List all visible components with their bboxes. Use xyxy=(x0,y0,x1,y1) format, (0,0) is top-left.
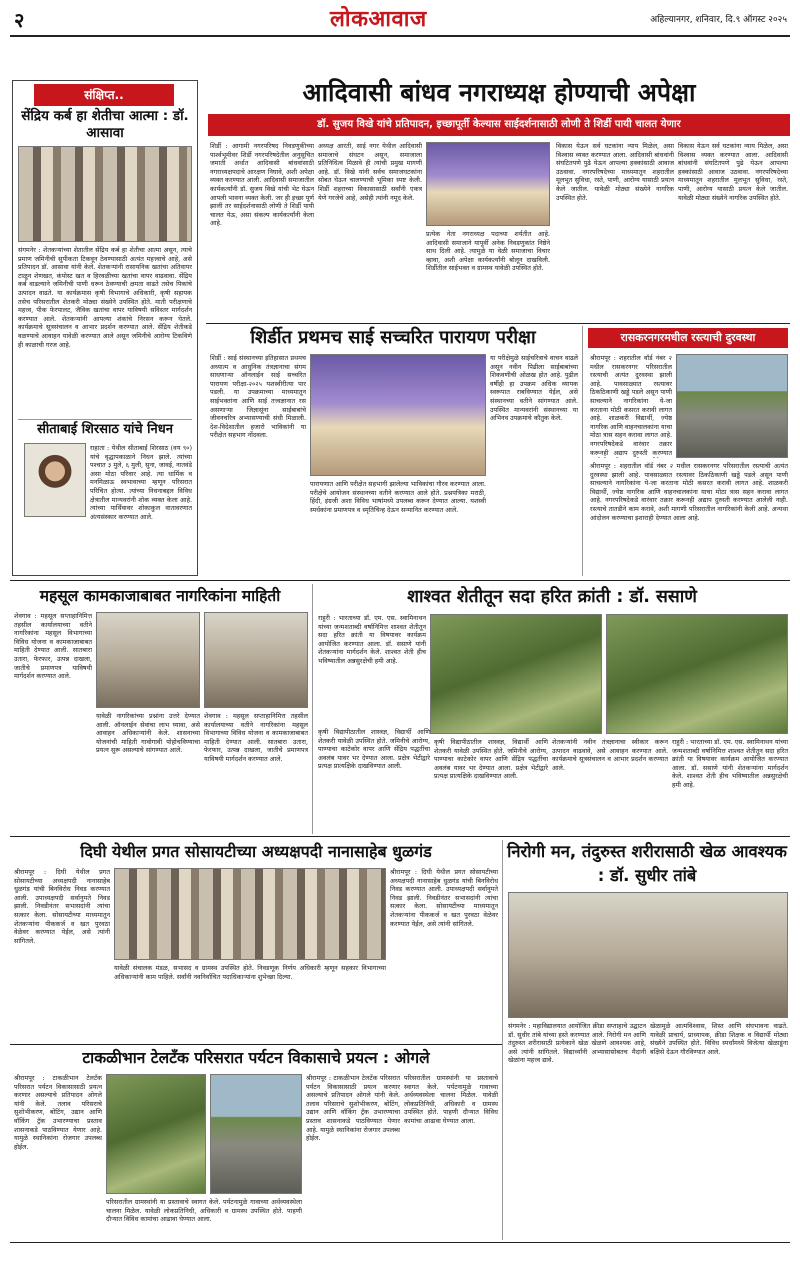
sai-headline: शिर्डीत प्रथमच साई सच्चरित पारायण परीक्षा xyxy=(250,327,536,348)
sidebar-story2-body: राहाता : येथील सीताबाई शिरसाठ (वय ९०) यांचे वृद्धापकाळाने निधन झाले. त्यांच्या पश्चात ३ मुले, ६ मुली, सुना, जावई, नातवंडे असा मोठा परिवार आहे. त्या धार्मिक व मनमिळाऊ स्वभावाच्या म्हणून परिसरात परिचित होत्या. त्यांच्या निधनाबद्दल विविध क्षेत्रातील मान्यवरांनी शोक व्यक्त केला आहे. त्यांच्या पार्थिवावर शोकाकुल वातावरणात अंत्यसंस्कार करण्यात आले. xyxy=(90,444,192,521)
taklibhan-body-col3: श्रीरामपूर : टाकळीभान टेलटँक परिसरात पर्यटन विकासासाठी प्रयत्न करणार असल्याचे प्रतिपादन ओगले यांनी केले. तलाव परिसराचे सुशोभीकरण, बोटिंग, उद्यान आणि वॉकिंग ट्रॅक उभारण्याचा प्रस्ताव शासनाकडे पाठविण्यात येणार आहे. यामुळे स्थानिकांना रोजगार उपलब्ध होईल. xyxy=(306,1074,400,1143)
lead-body-col1: शिर्डी : आगामी नगरपरिषद निवडणुकीच्या पार्श्वभूमीवर शिर्डी नगरपरिषदेतील अनुसूचित जमाती अर्थात आदिवासी बांधवांसाठी नगराध्यक्षपदाचे आरक्षण निघावे, अशी अपेक्षा व्यक्त करण्यात आली. आदिवासी समाजातील कार्यकर्त्यांनी डॉ. सुजय विखे यांची भेट घेऊन आपली भावना व्यक्त केली. जर ही इच्छा पूर्ण झाली तर साईदर्शनासाठी लोणी ते शिर्डी पायी चालत येऊ, असा संकल्प कार्यकर्त्यांनी केला आहे. xyxy=(210,142,314,228)
page-number: २ xyxy=(14,8,25,32)
tambe-body-col1: संगमनेर : महाविद्यालयात आयोजित क्रीडा सप्ताहाचे उद्घाटन डॉ. सुधीर तांबे यांच्या हस्ते करण्यात आले. निरोगी मन आणि तंदुरुस्त शरीरासाठी प्रत्येकाने खेळ खेळणे आवश्यक आहे, असे त्यांनी सांगितले. विद्यार्थ्यांनी अभ्यासासोबतच मैदानी खेळांना महत्त्व द्यावे. xyxy=(508,1022,646,1065)
sasane-body-col2: कृषी विद्यापीठातील शास्त्रज्ञ, विद्यार्थी आणि शेतकरी यावेळी उपस्थित होते. जमिनीचे आरोग्य, पाण्याचा काटेकोर वापर आणि सेंद्रिय पद्धतींचा अवलंब यावर भर देण्यात आला. प्रक्षेत्र भेटीद्वारे प्रत्यक्ष प्रात्यक्षिके दाखविण्यात आली. xyxy=(318,728,430,771)
sai-body-col3: या परीक्षेमुळे साईचरित्राचे वाचन वाढले असून नवीन पिढीला साईबाबांच्या शिकवणीची ओळख होत आहे. पुढील वर्षीही हा उपक्रम अधिक व्यापक स्वरूपात राबविण्यात येईल, असे संस्थानच्या वतीने सांगण्यात आले. उपस्थित मान्यवरांनी संस्थानच्या या अभिनव उपक्रमाचे कौतुक केले. xyxy=(490,354,578,423)
row3-rule xyxy=(10,836,790,837)
lead-headline: आदिवासी बांधव नगराध्यक्ष होण्याची अपेक्षा xyxy=(302,78,696,107)
tambe-body-col2: खेळामुळे आत्मविश्वास, शिस्त आणि संघभावना वाढते. यावेळी प्राचार्य, प्राध्यापक, क्रीडा शिक्षक व विद्यार्थी मोठ्या संख्येने उपस्थित होते. विविध स्पर्धांमध्ये विजेत्या खेळाडूंना बक्षिसे देऊन गौरविण्यात आले. xyxy=(650,1022,788,1056)
road-body-col2: श्रीरामपूर : शहरातील वॉर्ड नंबर २ मधील रासकरनगर परिसरातील रस्त्याची अत्यंत दुरवस्था झाली आहे. पावसाळ्यात रस्त्यावर ठिकठिकाणी खड्डे पडले असून पाणी साचल्याने नागरिकांना ये-जा करताना मोठी कसरत करावी लागत आहे. शाळकरी विद्यार्थी, ज्येष्ठ नागरिक आणि वाहनचालकांना याचा मोठा त्रास सहन करावा लागत आहे. नगरपरिषदेकडे वारंवार तक्रार करूनही अद्याप दुरुस्ती करण्यात आलेली नाही. रस्त्याचे तातडीने काम करावे, अशी मागणी परिसरातील नागरिकांनी केली आहे. अन्यथा आंदोलन करण्याचा इशाराही देण्यात आला आहे. xyxy=(590,462,788,522)
taklibhan-body-col2: परिसरातील ग्रामस्थांनी या प्रस्तावाचे स्वागत केले. पर्यटनामुळे गावाच्या अर्थव्यवस्थेला चालना मिळेल. यावेळी लोकप्रतिनिधी, अधिकारी व ग्रामस्थ उपस्थित होते. पाहणी दौऱ्यात विविध कामांचा आढावा घेण्यात आला. xyxy=(106,1198,302,1224)
sidebar-divider xyxy=(18,419,192,420)
sasane-headline: शाश्वत शेतीतून सदा हरित क्रांती : डॉ. ससाणे xyxy=(407,587,697,607)
dighi-body-col3: श्रीरामपूर : दिघी येथील प्रगत सोसायटीच्या अध्यक्षपदी नानासाहेब धुळगंड यांची बिनविरोध निवड करण्यात आली. उपाध्यक्षपदी सर्वानुमते निवड झाली. निवडीनंतर सभासदांनी त्यांचा सत्कार केला. सोसायटीच्या माध्यमातून शेतकऱ्यांना पीककर्ज व खत पुरवठा वेळेवर करण्यात येईल, असे त्यांनी सांगितले. xyxy=(390,868,498,928)
mahsul-divider xyxy=(312,584,313,834)
sai-body-col2: पारायणात आणि परीक्षेत सहभागी झालेल्या भाविकांचा गौरव करण्यात आला. परीक्षेचे आयोजन संस्थानच्या वतीने करण्यात आले होते. प्रश्नपत्रिका मराठी, हिंदी, इंग्रजी अशा विविध भाषांमध्ये उपलब्ध करून देण्यात आल्या. यशस्वी स्पर्धकांना प्रमाणपत्र व स्मृतिचिन्ह देऊन सन्मानित करण्यात आले. xyxy=(310,480,486,514)
sasane-body-col4: शेतकऱ्यांनी नवीन तंत्रज्ञानाचा स्वीकार करून उत्पादन वाढवावे, असे आवाहन करण्यात आले. कार्यक्रमाचे सूत्रसंचालन व आभार प्रदर्शन करण्यात आले. xyxy=(552,738,668,772)
mahsul-headline: महसूल कामकाजाबाबत नागरिकांना माहिती xyxy=(39,587,281,605)
dighi-photo xyxy=(114,868,386,960)
row4-rule xyxy=(10,1044,502,1045)
taklibhan-photo-1 xyxy=(106,1074,206,1194)
footer-rule xyxy=(10,1242,790,1243)
sasane-photo-2 xyxy=(606,614,788,734)
lead-rule xyxy=(206,323,790,324)
tambe-headline: निरोगी मन, तंदुरुस्त शरीरासाठी खेळ आवश्यक : डॉ. सुधीर तांबे xyxy=(507,842,787,885)
dighi-headline: दिघी येथील प्रगत सोसायटीच्या अध्यक्षपदी नानासाहेब धुळगंड xyxy=(80,842,432,861)
sidebar-label: संक्षिप्त.. xyxy=(34,84,174,106)
road-body-col1: श्रीरामपूर : शहरातील वॉर्ड नंबर २ मधील रासकरनगर परिसरातील रस्त्याची अत्यंत दुरवस्था झाली आहे. पावसाळ्यात रस्त्यावर ठिकठिकाणी खड्डे पडले असून पाणी साचल्याने नागरिकांना ये-जा करताना मोठी कसरत करावी लागत आहे. शाळकरी विद्यार्थी, ज्येष्ठ नागरिक आणि वाहनचालकांना याचा मोठा त्रास सहन करावा लागत आहे. नगरपरिषदेकडे वारंवार तक्रार करूनही अद्याप दुरुस्ती करण्यात xyxy=(590,354,672,457)
taklibhan-body-col4: परिसरातील ग्रामस्थांनी या प्रस्तावाचे स्वागत केले. पर्यटनामुळे गावाच्या अर्थव्यवस्थेला चालना मिळेल. यावेळी लोकप्रतिनिधी, अधिकारी व ग्रामस्थ उपस्थित होते. पाहणी दौऱ्यात विविध कामांचा आढावा घेण्यात आला. xyxy=(404,1074,498,1125)
sai-body-col1: शिर्डी : साई संस्थानच्या इतिहासात प्रथमच अध्यात्म व आधुनिक तंत्रज्ञानाचा संगम साधणाऱ्या ऑनलाईन साई सच्चरित पारायण परीक्षा-२०२५ यशस्वीरीत्या पार पडली. या उपक्रमाच्या माध्यमातून साईभक्तांना आणि साई तत्त्वज्ञानात रस असणाऱ्या जिज्ञासूंना साईबाबांचे जीवनचरित्र अभ्यासण्याची संधी मिळाली. देश-विदेशातील हजारो भाविकांनी या परीक्षेत सहभाग नोंदवला. xyxy=(210,354,306,440)
row2-rule xyxy=(10,580,790,581)
sidebar-story2-photo xyxy=(24,443,86,517)
mahsul-photo-2 xyxy=(204,612,308,708)
masthead-rule xyxy=(10,35,790,37)
road-headline: रासकरनगरमधील रस्त्याची दुरवस्था xyxy=(620,331,756,344)
sidebar-story2-headline: सीताबाई शिरसाठ यांचे निधन xyxy=(37,422,173,437)
masthead-logo: लोकआवाज xyxy=(330,7,427,32)
sai-photo xyxy=(310,354,486,476)
lead-body-col4: विकास येऊन सर्व घटकांना न्याय मिळेल, असा विश्वास व्यक्त करण्यात आला. आदिवासी बांधवांनी संघटितपणे पुढे येऊन आपल्या हक्कांसाठी आवाज उठवावा. नगरपरिषदेच्या माध्यमातून शहरातील मूलभूत सुविधा, रस्ते, पाणी, आरोग्य यासाठी प्रयत्न केले जातील. यावेळी मोठ्या संख्येने नागरिक उपस्थित होते. xyxy=(556,142,674,202)
lead-body-col5: विकास येऊन सर्व घटकांना न्याय मिळेल, असा विश्वास व्यक्त करण्यात आला. आदिवासी बांधवांनी संघटितपणे पुढे येऊन आपल्या हक्कांसाठी आवाज उठवावा. नगरपरिषदेच्या माध्यमातून शहरातील मूलभूत सुविधा, रस्ते, पाणी, आरोग्य यासाठी प्रयत्न केले जातील. यावेळी मोठ्या संख्येने नागरिक उपस्थित होते. xyxy=(678,142,788,202)
sai-divider xyxy=(582,326,583,576)
taklibhan-headline: टाकळीभान टेलटँक परिसरात पर्यटन विकासाचे प्रयत्न : ओगले xyxy=(82,1049,430,1067)
sasane-body-col5: राहुरी : भारताच्या डॉ. एम. एस. स्वामिनाथन यांच्या जन्मशताब्दी वर्षानिमित्त शाश्वत शेतीतून सदा हरित क्रांती या विषयावर कार्यक्रम आयोजित करण्यात आला. डॉ. ससाणे यांनी शेतकऱ्यांना मार्गदर्शन केले. शाश्वत शेती हीच भविष्यातील अन्नसुरक्षेची हमी आहे. xyxy=(672,738,788,789)
road-photo xyxy=(676,354,788,458)
lead-body-col3: प्रत्येक नेता नगराध्यक्ष पदाच्या शर्यतीत आहे. आदिवासी समाजाने यापूर्वी अनेक निवडणुकांत निष्ठेने साथ दिली आहे. त्यामुळे या वेळी समाजाचा विचार व्हावा, अशी अपेक्षा कार्यकर्त्यांनी बोलून दाखविली. शिर्डीतील साईभक्त व ग्रामस्थ यावेळी उपस्थित होते. xyxy=(426,230,550,273)
sasane-body-col1: राहुरी : भारताच्या डॉ. एम. एस. स्वामिनाथन यांच्या जन्मशताब्दी वर्षानिमित्त शाश्वत शेतीतून सदा हरित क्रांती या विषयावर कार्यक्रम आयोजित करण्यात आला. डॉ. ससाणे यांनी शेतकऱ्यांना मार्गदर्शन केले. शाश्वत शेती हीच भविष्यातील अन्नसुरक्षेची हमी आहे. xyxy=(318,614,426,665)
tambe-photo xyxy=(508,892,788,1018)
sasane-photo-1 xyxy=(430,614,602,734)
sidebar-story1-headline: सेंद्रिय कर्ब हा शेतीचा आत्मा : डॉ. आसावा xyxy=(21,108,189,141)
lead-body-col2: अध्यक्ष आरती, साई नगर येथील आदिवासी समाजाचे संघटन असून, समाजाला प्रतिनिधित्व मिळावे ही त्यांची प्रमुख मागणी आहे. डॉ. विखे यांनी सर्वच समाजघटकांना सोबत घेऊन चालण्याची भूमिका स्पष्ट केली. शिर्डी शहराच्या विकासासाठी सर्वांनी एकत्र येणे गरजेचे आहे, असेही त्यांनी नमूद केले. xyxy=(318,142,422,202)
dighi-body-col1: श्रीरामपूर : दिघी येथील प्रगत सोसायटीच्या अध्यक्षपदी नानासाहेब धुळगंड यांची बिनविरोध निवड करण्यात आली. उपाध्यक्षपदी सर्वानुमते निवड झाली. निवडीनंतर सभासदांनी त्यांचा सत्कार केला. सोसायटीच्या माध्यमातून शेतकऱ्यांना पीककर्ज व खत पुरवठा वेळेवर करण्यात येईल, असे त्यांनी सांगितले. xyxy=(14,868,110,945)
lead-photo xyxy=(426,142,550,226)
dighi-body-col2: यावेळी संचालक मंडळ, सभासद व ग्रामस्थ उपस्थित होते. निवडणूक निर्णय अधिकारी म्हणून सहकार विभागाच्या अधिकाऱ्यांनी काम पाहिले. सर्वांनी नवनिर्वाचित पदाधिकाऱ्यांना शुभेच्छा दिल्या. xyxy=(114,964,386,981)
taklibhan-body-col1: श्रीरामपूर : टाकळीभान टेलटँक परिसरात पर्यटन विकासासाठी प्रयत्न करणार असल्याचे प्रतिपादन ओगले यांनी केले. तलाव परिसराचे सुशोभीकरण, बोटिंग, उद्यान आणि वॉकिंग ट्रॅक उभारण्याचा प्रस्ताव शासनाकडे पाठविण्यात येणार आहे. यामुळे स्थानिकांना रोजगार उपलब्ध होईल. xyxy=(14,1074,102,1151)
dighi-divider xyxy=(502,840,503,1240)
dateline: अहिल्यानगर, शनिवार, दि.९ ऑगस्ट २०२५ xyxy=(650,15,787,25)
mahsul-body-col2: यावेळी नागरिकांच्या प्रश्नांना उत्तरे देण्यात आली. ऑनलाईन सेवांचा लाभ घ्यावा, असे आवाहन अधिकाऱ्यांनी केले. शासनाच्या योजनांची माहिती गावोगावी पोहोचविण्याचा प्रयत्न सुरू असल्याचे सांगण्यात आले. xyxy=(96,712,200,755)
mahsul-body-col3: शेवगाव : महसूल सप्ताहानिमित्त तहसील कार्यालयाच्या वतीने नागरिकांना महसूल विभागाच्या विविध योजना व कामकाजाबाबत माहिती देण्यात आली. सातबारा उतारा, फेरफार, उत्पन्न दाखला, जातीचे प्रमाणपत्र याविषयी मार्गदर्शन करण्यात आले. xyxy=(204,712,308,763)
sasane-body-col3: कृषी विद्यापीठातील शास्त्रज्ञ, विद्यार्थी आणि शेतकरी यावेळी उपस्थित होते. जमिनीचे आरोग्य, पाण्याचा काटेकोर वापर आणि सेंद्रिय पद्धतींचा अवलंब यावर भर देण्यात आला. प्रक्षेत्र भेटीद्वारे प्रत्यक्ष प्रात्यक्षिके दाखविण्यात आली. xyxy=(434,738,548,781)
lead-subhead: डॉ. सुजय विखे यांचे प्रतिपादन, इच्छापूर्ती केल्यास साईदर्शनासाठी लोणी ते शिर्डी पायी चालत येणार xyxy=(208,114,790,136)
taklibhan-photo-2 xyxy=(210,1074,302,1194)
sidebar-story1-photo xyxy=(18,146,192,242)
sidebar-story1-body: संगमनेर : शेतकऱ्यांच्या शेतातील सेंद्रिय कर्ब हा शेतीचा आत्मा असून, त्याचे प्रमाण जमिनीची सुपीकता टिकवून ठेवण्यासाठी अत्यंत महत्त्वाचे आहे, असे प्रतिपादन डॉ. आसावा यांनी केले. शेतकऱ्यांनी रासायनिक खतांचा अतिवापर टाळून शेणखत, कंपोस्ट खत व हिरवळीच्या खतांचा वापर वाढवावा. सेंद्रिय कर्ब वाढल्याने जमिनीची पाणी धरून ठेवण्याची क्षमता वाढते तसेच पिकांचे उत्पादन वाढते. या कार्यक्रमास कृषी विभागाचे अधिकारी, कृषी सहायक तसेच परिसरातील शेतकरी मोठ्या संख्येने उपस्थित होते. माती परीक्षणाचे महत्त्व, पीक फेरपालट, जैविक खतांचा वापर याविषयी सविस्तर मार्गदर्शन करण्यात आले. शेतकऱ्यांनी आपल्या शंकांचे निरसन करून घेतले. कार्यक्रमाचे सूत्रसंचालन व आभार प्रदर्शन करण्यात आले. सेंद्रिय शेतीकडे वळण्याचे आवाहन यावेळी करण्यात आले असून जमिनीचे आरोग्य टिकविणे ही काळाची गरज आहे. xyxy=(18,246,192,349)
mahsul-body-col1: शेवगाव : महसूल सप्ताहानिमित्त तहसील कार्यालयाच्या वतीने नागरिकांना महसूल विभागाच्या विविध योजना व कामकाजाबाबत माहिती देण्यात आली. सातबारा उतारा, फेरफार, उत्पन्न दाखला, जातीचे प्रमाणपत्र याविषयी मार्गदर्शन करण्यात आले. xyxy=(14,612,92,681)
mahsul-photo-1 xyxy=(96,612,200,708)
